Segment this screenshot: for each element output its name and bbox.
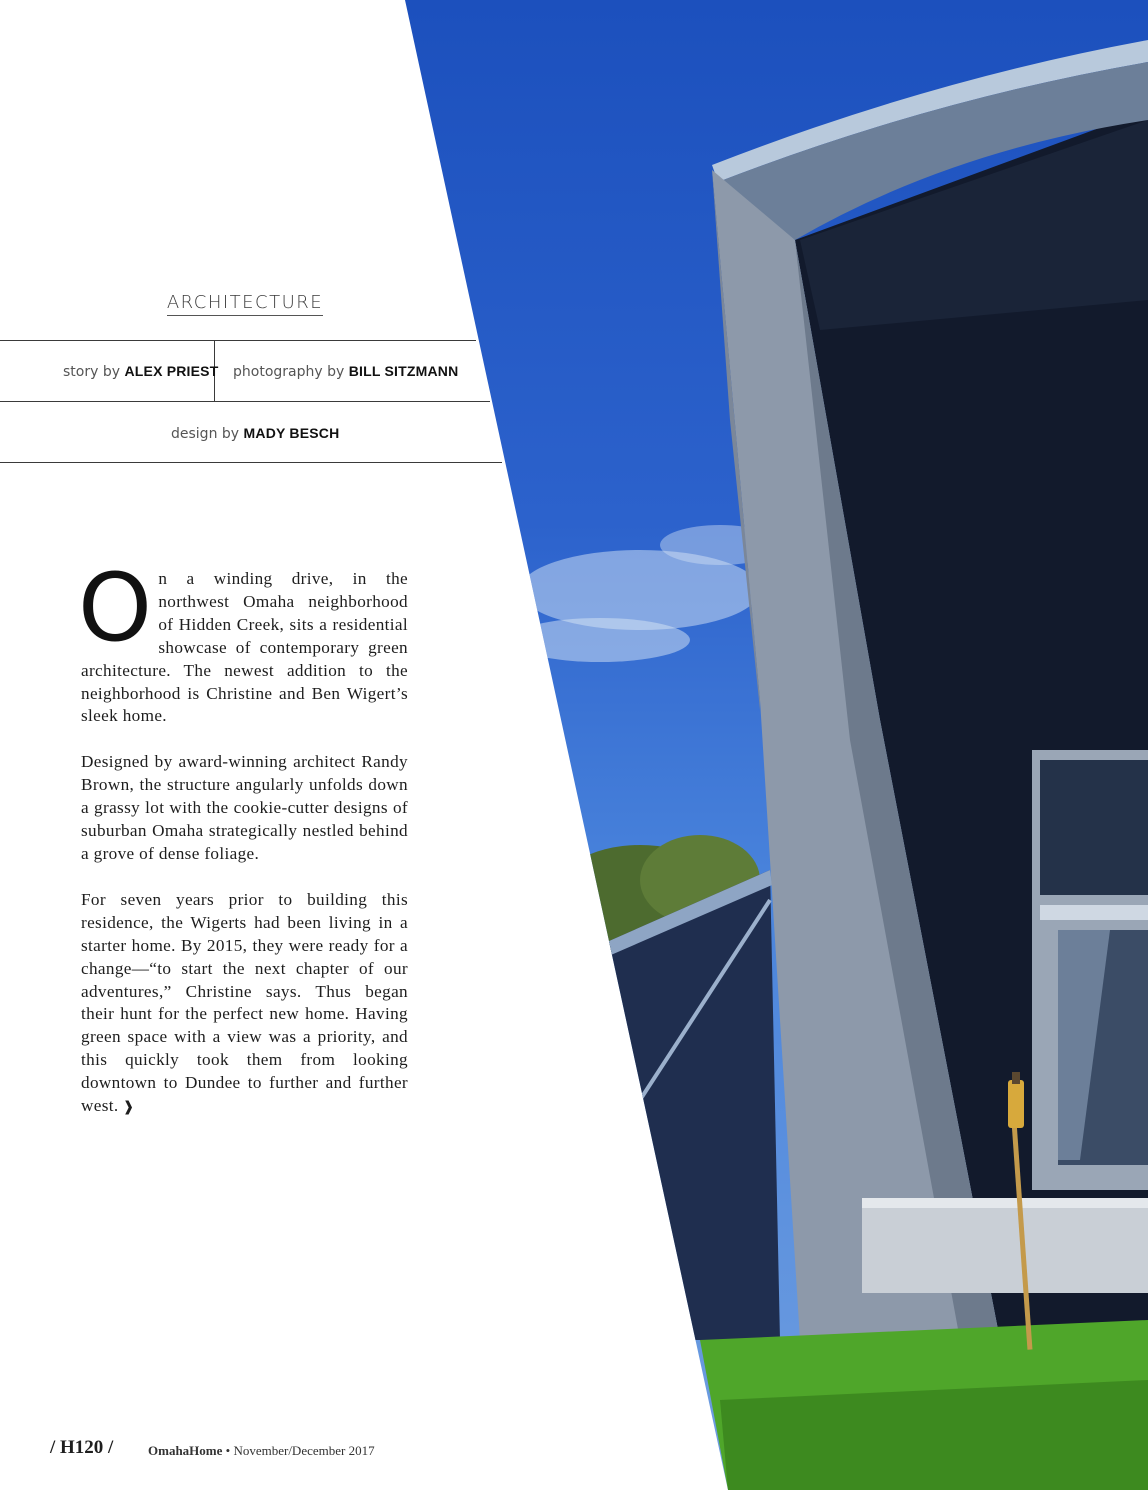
photo-credit-prefix: photography by [233, 364, 345, 380]
drop-cap: O [78, 554, 153, 663]
paragraph-1-text: n a winding drive, in the northwest Omaha neighborhood of Hidden Creek, sits a residential showcase of contemporary green architecture. The newest addition to the neighborhood is Christine and Ben Wigert’s sleek home. [81, 569, 408, 726]
publication-separator: • [225, 1443, 231, 1458]
photo-credit [233, 363, 458, 380]
publication-issue: November/December 2017 [233, 1443, 375, 1458]
header-rule-bottom [0, 462, 502, 463]
section-title [0, 292, 490, 313]
paragraph-3-text: For seven years prior to building this residence, the Wigerts had been living in a starter home. By 2015, they were ready for a change—“to start the next chapter of our adventures,” Christine says. Thus began their hunt for the perfect new home. Having green space with a view was a priority, and this quickly took them from looking downtown to Dundee to further and further west. [81, 889, 408, 1116]
story-credit-prefix: story by [63, 364, 121, 380]
page-number-text: / H120 / [50, 1437, 114, 1458]
design-credit-name: MADY BESCH [243, 425, 340, 441]
design-credit-prefix: design by [171, 426, 240, 442]
article-paragraph-1 [78, 554, 408, 728]
photo-credit-name: BILL SITZMANN [348, 363, 459, 379]
story-credit-name: ALEX PRIEST [124, 363, 219, 379]
header-rule-top [0, 340, 476, 341]
publication-line [148, 1443, 375, 1459]
story-credit [63, 363, 218, 380]
article-paragraph-2: Designed by award-winning architect Randy Brown, the structure angularly unfolds down a grassy lot with the cookie-cutter designs of suburban Omaha strategically nestled behind a grove of dense foliage. [81, 752, 408, 863]
continue-arrow-icon: ❱ [122, 1099, 135, 1116]
design-credit [171, 425, 339, 442]
publication-name: OmahaHome [148, 1443, 223, 1458]
article-paragraph-3 [81, 889, 408, 1119]
header-rule-middle [0, 401, 490, 402]
section-title-text: ARCHITECTURE [167, 292, 323, 316]
article-body [78, 554, 408, 1142]
page-number [50, 1437, 113, 1459]
